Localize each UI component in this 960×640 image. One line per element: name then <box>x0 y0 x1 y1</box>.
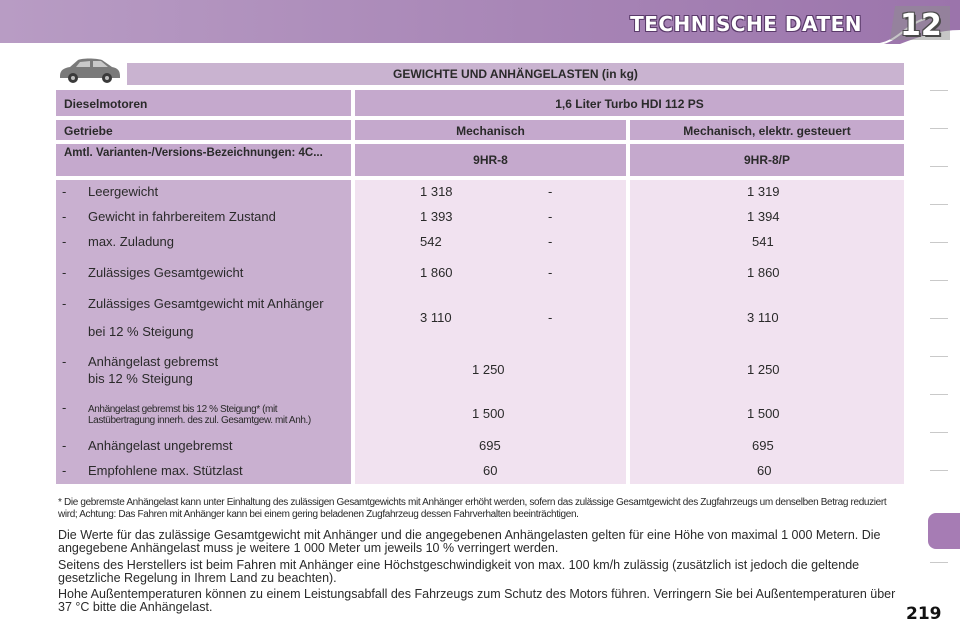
footnote: * Die gebremste Anhängelast kann unter Einhaltung des zulässigen Gesamtgewichts mit Anhänger erhöht werden, sofern das zulässige Gesamtgewicht des Zugfahrzeugs um denselben Betrag reduziert wird; Achtung: Das Fahren mit Anhänger kann bei einem gering beladenen Zugfahrzeug dessen Fahrverhalten beeinträchtigen. <box>58 497 887 520</box>
row-value-electronic: 541 <box>752 234 774 249</box>
paragraph-altitude: Die Werte für das zulässige Gesamtgewicht mit Anhänger und die angegebenen Anhängelasten gelten für eine Höhe von maximal 1 000 Metern. Die angegebene Anhängelast muss je weitere 1 000 Meter um jeweils 10 % verringert werden. <box>58 528 881 555</box>
row-value-electronic: 1 394 <box>747 209 780 224</box>
row-value-manual: 1 250 <box>472 362 505 377</box>
engine-value: 1,6 Liter Turbo HDI 112 PS <box>355 90 904 116</box>
chapter-number: 12 <box>900 8 942 43</box>
gearbox-manual: Mechanisch <box>355 120 626 140</box>
row-sublabel: bei 12 % Steigung <box>88 324 194 339</box>
row-sublabel: bis 12 % Steigung <box>88 371 193 386</box>
page-header <box>0 0 960 46</box>
row-value-manual: 1 860 <box>420 265 453 280</box>
row-value-manual: 1 318 <box>420 184 453 199</box>
row-value-electronic: 1 250 <box>747 362 780 377</box>
tab-divider <box>930 432 948 433</box>
row-value-electronic: 3 110 <box>747 310 779 325</box>
active-chapter-tab[interactable] <box>928 513 960 549</box>
tab-divider <box>930 562 948 563</box>
row-value-electronic: 60 <box>757 463 772 478</box>
row-label: Zulässiges Gesamtgewicht mit Anhänger <box>88 296 324 311</box>
row-label: Anhängelast ungebremst <box>88 438 233 453</box>
row-dash: - <box>62 463 67 478</box>
variant-label: Amtl. Varianten-/Versions-Bezeichnungen: 4C... <box>56 144 351 176</box>
tab-divider <box>930 394 948 395</box>
row-dash: - <box>62 184 67 199</box>
row-dash-manual: - <box>548 234 553 249</box>
row-dash: - <box>62 354 67 369</box>
row-label-small: Anhängelast gebremst bis 12 % Steigung* (mit Lastübertragung innerh. des zul. Gesamtgew. mit Anh.) <box>88 404 311 426</box>
row-dash-manual: - <box>548 209 553 224</box>
row-value-electronic: 1 500 <box>747 406 780 421</box>
row-dash: - <box>62 400 67 415</box>
chapter-title: TECHNISCHE DATEN <box>630 12 862 36</box>
row-value-manual: 1 393 <box>420 209 453 224</box>
tab-divider <box>930 242 948 243</box>
row-label: max. Zuladung <box>88 234 174 249</box>
tab-divider <box>930 166 948 167</box>
row-label: Empfohlene max. Stützlast <box>88 463 243 478</box>
row-dash: - <box>62 438 67 453</box>
tab-divider <box>930 356 948 357</box>
chapter-tabs <box>926 68 960 588</box>
row-label: Zulässiges Gesamtgewicht <box>88 265 244 280</box>
engine-label: Dieselmotoren <box>56 90 351 116</box>
variant-electronic: 9HR-8/P <box>630 144 904 176</box>
paragraph-temperature: Hohe Außentemperaturen können zu einem Leistungsabfall des Fahrzeugs zum Schutz des Motors führen. Verringern Sie bei Außentemperaturen über 37 °C bitte die Anhängelast. <box>58 587 896 614</box>
table-title: GEWICHTE UND ANHÄNGELASTEN (in kg) <box>127 63 904 85</box>
tab-divider <box>930 90 948 91</box>
page-number: 219 <box>906 604 942 624</box>
row-dash: - <box>62 265 67 280</box>
tab-divider <box>930 128 948 129</box>
tab-divider <box>930 470 948 471</box>
gearbox-electronic: Mechanisch, elektr. gesteuert <box>630 120 904 140</box>
row-value-manual: 542 <box>420 234 442 249</box>
row-label: Gewicht in fahrbereitem Zustand <box>88 209 276 224</box>
tab-divider <box>930 280 948 281</box>
row-value-electronic: 1 860 <box>747 265 780 280</box>
row-label: Anhängelast gebremst <box>88 354 219 369</box>
row-value-manual: 3 110 <box>420 310 452 325</box>
row-value-manual: 60 <box>483 463 498 478</box>
car-icon <box>56 56 122 84</box>
row-value-manual: 1 500 <box>472 406 505 421</box>
row-dash-manual: - <box>548 184 553 199</box>
row-dash: - <box>62 296 67 311</box>
gearbox-label: Getriebe <box>56 120 351 140</box>
row-dash-manual: - <box>548 310 553 325</box>
row-value-manual: 695 <box>479 438 501 453</box>
paragraph-speed: Seitens des Herstellers ist beim Fahren mit Anhänger eine Höchstgeschwindigkeit von max. 100 km/h zulässig (zusätzlich ist jedoch die geltende gesetzliche Regelung in Ihrem Land zu beachten). <box>58 558 860 585</box>
row-value-electronic: 1 319 <box>747 184 780 199</box>
variant-manual: 9HR-8 <box>355 144 626 176</box>
row-dash-manual: - <box>548 265 553 280</box>
row-dash: - <box>62 234 67 249</box>
row-value-electronic: 695 <box>752 438 774 453</box>
row-label: Leergewicht <box>88 184 159 199</box>
tab-divider <box>930 204 948 205</box>
tab-divider <box>930 318 948 319</box>
row-dash: - <box>62 209 67 224</box>
